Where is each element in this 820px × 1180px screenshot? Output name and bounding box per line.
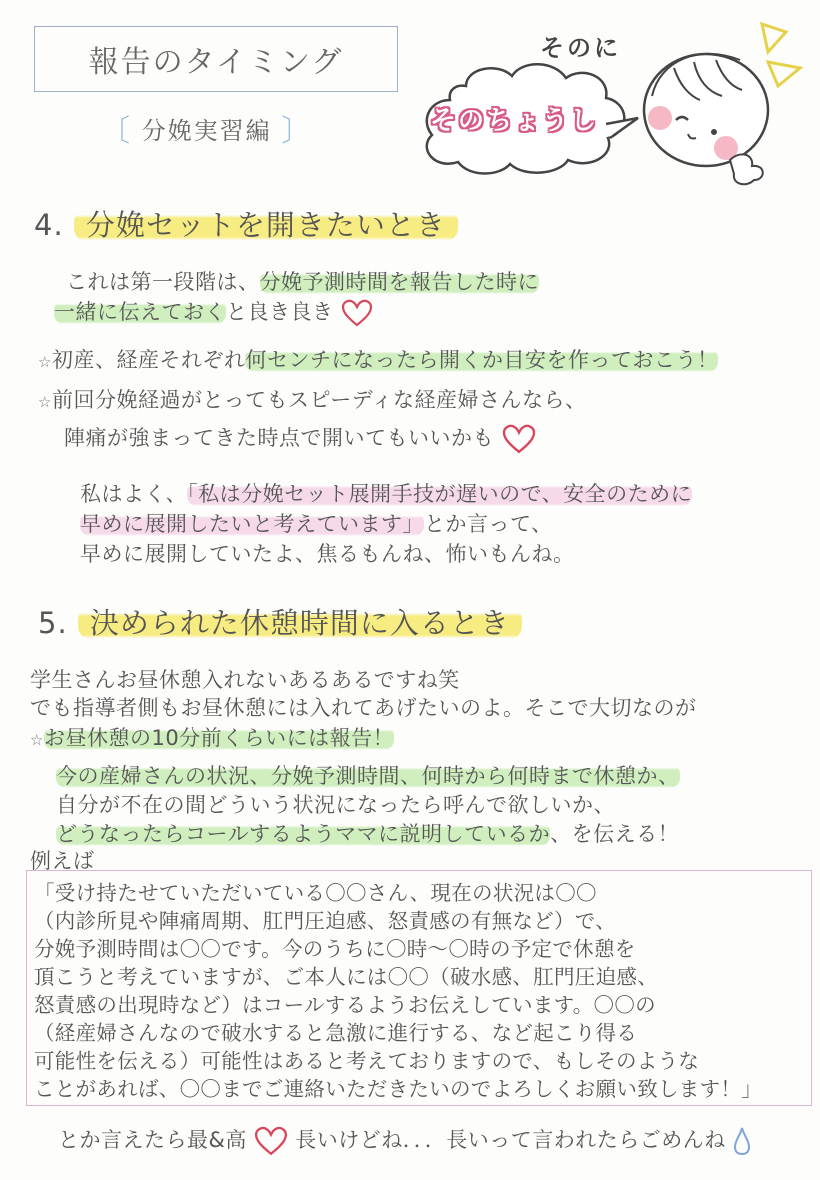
- section4-bullet1-pre: 初産、経産それぞれ: [51, 348, 246, 372]
- subtitle: [100, 104, 313, 148]
- example-line: 「受け持たせていただいている〇〇さん、現在の状況は〇〇: [34, 881, 597, 905]
- section5-heading-text: 決められた休憩時間に入るとき: [78, 606, 522, 640]
- heart-icon: [254, 1126, 288, 1156]
- section4-number: 4.: [34, 208, 64, 242]
- star-icon: ☆: [38, 353, 52, 371]
- section4-bullet2b-text: 陣痛が強まってきた時点で開いてもいいかも: [64, 426, 494, 450]
- section4-quote-pre: 私はよく、: [80, 482, 188, 506]
- section5-heading: [38, 601, 522, 642]
- section4-heading-text: 分娩セットを開きたいとき: [74, 208, 458, 242]
- cartoon-face-icon: [630, 10, 810, 190]
- section4-bullet2-text: 前回分娩経過がとってもスピーディな経産婦さんなら、: [51, 388, 587, 412]
- section5-detail3-post: 、を伝える！: [550, 822, 680, 846]
- section4-line2-highlight: 一緒に伝えておく: [54, 300, 226, 324]
- section4-heading: [34, 203, 458, 244]
- section5-bullet: [30, 722, 394, 752]
- example-line: ことがあれば、〇〇までご連絡いただきたいのでよろしくお願い致します！」: [34, 1077, 762, 1101]
- star-icon: ☆: [30, 731, 44, 749]
- section5-detail1-text: 今の産婦さんの状況、分娩予測時間、何時から何時まで休憩か、: [56, 764, 680, 788]
- section4-quote-line1: [80, 478, 692, 508]
- example-line: 可能性を伝える）可能性はあると考えておりますので、もしそのような: [34, 1049, 700, 1073]
- example-line: （経産婦さんなので破水すると急激に進行する、など起こり得る: [34, 1021, 638, 1045]
- section5-number: 5.: [38, 606, 68, 640]
- example-label: 例えば: [30, 849, 95, 873]
- open-bracket-icon: 〔: [100, 114, 132, 149]
- section4-line1-pre: これは第一段階は、: [66, 270, 260, 294]
- section4-quote-highlight1: 「私は分娩セット展開手技が遅いので、安全のために: [187, 482, 693, 506]
- heart-icon: [501, 424, 537, 454]
- section4-line1: [66, 266, 539, 296]
- section4-bullet2: [38, 384, 587, 414]
- bubble-small-text: そのに: [540, 34, 621, 62]
- footer-line: [58, 1124, 751, 1156]
- section5-line1: 学生さんお昼休憩入れないあるあるですね笑: [30, 668, 460, 692]
- section5-detail3-highlight: どうなったらコールするようママに説明しているか: [56, 822, 551, 846]
- example-line: 頂こうと考えていますが、ご本人には〇〇（破水感、肛門圧迫感、: [34, 965, 658, 989]
- section4-bullet2b: [64, 422, 537, 454]
- section4-line2: [54, 296, 373, 327]
- section4-bullet1: [38, 344, 718, 374]
- star-icon: ☆: [38, 393, 52, 411]
- sweat-drop-icon: [733, 1126, 751, 1156]
- section5-detail1: [56, 760, 680, 790]
- bubble-main-text: そのちょうし: [430, 106, 599, 136]
- footer-post: 長いけどね．．．長いって言われたらごめんね: [295, 1128, 726, 1152]
- example-line: （内診所見や陣痛周期、肛門圧迫感、怒責感の有無など）で、: [34, 909, 616, 933]
- section4-line2-post: と良き良き: [226, 300, 334, 324]
- section5-line2: でも指導者側もお昼休憩には入れてあげたいのよ。そこで大切なのが: [30, 696, 697, 720]
- heart-icon: [341, 299, 373, 327]
- close-bracket-icon: 〕: [281, 114, 314, 149]
- section4-line1-highlight: 分娩予測時間を報告した時に: [259, 270, 539, 294]
- section5-bullet-highlight: お昼休憩の10分前くらいには報告！: [43, 726, 395, 750]
- example-line: 怒責感の出現時など）はコールするようお伝えしています。〇〇の: [34, 993, 656, 1017]
- title-box: [34, 26, 398, 92]
- example-line: 分娩予測時間は〇〇です。今のうちに〇時〜〇時の予定で休憩を: [34, 937, 636, 961]
- subtitle-text: 分娩実習編: [141, 117, 272, 145]
- section4-quote-post: とか言って、: [424, 512, 553, 536]
- page-title: 報告のタイミング: [88, 45, 344, 80]
- section5-detail3: [56, 818, 679, 848]
- footer-pre: とか言えたら最&高: [58, 1128, 247, 1152]
- section4-bullet1-highlight: 何センチになったら開くか目安を作っておこう！: [245, 348, 719, 372]
- section4-quote-line3: 早めに展開していたよ、焦るもんね、怖いもんね。: [80, 542, 575, 566]
- section4-quote-highlight2: 早めに展開したいと考えています」: [80, 512, 424, 536]
- section4-quote-line2: [80, 508, 553, 538]
- section5-detail2: 自分が不在の間どういう状況になったら呼んで欲しいか、: [56, 793, 615, 817]
